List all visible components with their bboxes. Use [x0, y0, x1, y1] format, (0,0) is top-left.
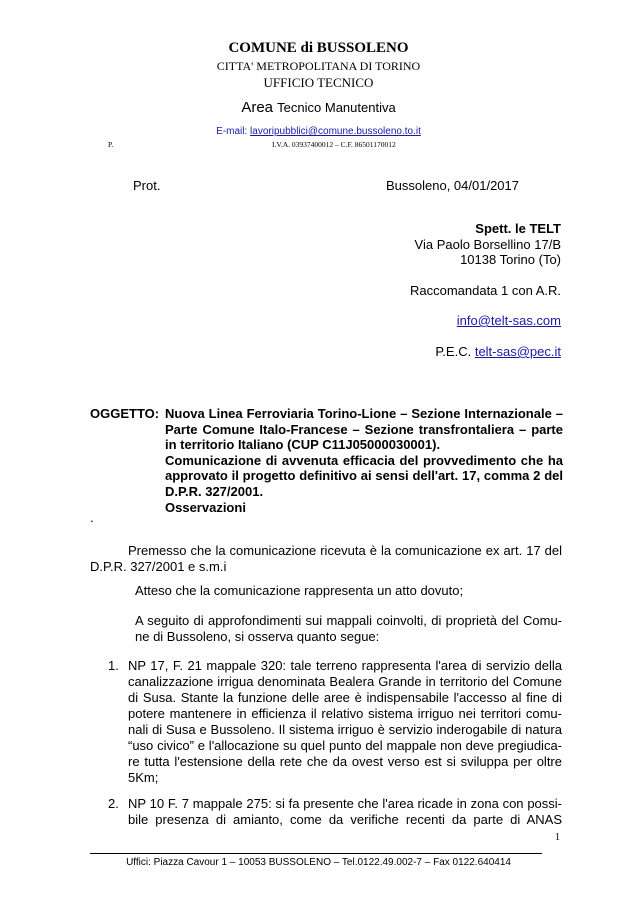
list-item-line: NP 10 F. 7 mappale 275: si fa presente che l'area ricade in zona con possi- [128, 796, 562, 811]
list-item-line: bile presenza di amianto, come da verifiche recenti da parte di ANAS [128, 812, 562, 827]
list-item-number: 2. [108, 796, 119, 811]
list-item-line: di Susa. Stante la funzione delle aree è indispensabile l'accesso al fine di [128, 690, 562, 705]
oggetto-line: D.P.R. 327/2001. [165, 483, 264, 499]
list-item [128, 658, 562, 786]
list-item-line: 5Km; [128, 770, 159, 785]
area-line [0, 99, 637, 116]
footer-address: Uffici: Piazza Cavour 1 – 10053 BUSSOLENO – Tel.0122.49.002-7 – Fax 0122.640414 [126, 857, 511, 868]
oggetto-line: Nuova Linea Ferroviaria Torino-Lione – Sezione Internazionale – [165, 406, 563, 421]
oggetto-line: Comunicazione di avvenuta efficacia del provvedimento che ha [165, 452, 563, 468]
iva-cf: I.V.A. 03937400012 – C.F. 86501170012 [272, 140, 396, 149]
protocol-label: Prot. [133, 178, 161, 193]
seguito-line: A seguito di approfondimenti sui mappali coinvolti, di proprietà del Comu- [135, 613, 562, 628]
email-label: E-mail: [216, 126, 251, 137]
list-item-line: re tutta l'estensione della rete che da ovest verso est si sviluppa per oltre [128, 754, 562, 769]
stray-dot: . [90, 510, 94, 525]
oggetto-line: in territorio Italiano (CUP C11J05000030001). [165, 437, 441, 453]
premesso-line: D.P.R. 327/2001 e s.m.i [90, 559, 227, 574]
atteso-paragraph: Atteso che la comunicazione rappresenta un atto dovuto; [135, 583, 464, 598]
list-item-line: NP 17, F. 21 mappale 320: tale terreno rappresenta l'area di servizio della [128, 658, 562, 673]
recipient-name: Spett. le TELT [475, 221, 561, 236]
list-item-line: potere mantenere in efficienza il relativo sistema irriguo nei territori comu- [128, 706, 562, 721]
oggetto-line: Parte Comune Italo-Francese – Sezione transfrontaliera – parte [165, 421, 563, 437]
recipient-pec-link[interactable]: telt-sas@pec.it [474, 344, 561, 359]
oggetto-text [165, 406, 563, 515]
recipient-email-link[interactable]: info@telt-sas.com [456, 313, 561, 328]
area-name: Tecnico Manutentiva [277, 100, 396, 115]
footer-divider [90, 853, 542, 854]
recipient-email [457, 313, 561, 328]
list-item-number: 1. [108, 658, 119, 673]
oggetto-line: Osservazioni [165, 499, 246, 515]
comune-title: COMUNE di BUSSOLENO [228, 40, 409, 56]
letter-date: Bussoleno, 04/01/2017 [386, 178, 519, 193]
recipient-address-street: Via Paolo Borsellino 17/B [414, 237, 561, 252]
ufficio-tecnico: UFFICIO TECNICO [263, 75, 374, 90]
list-item-line: canalizzazione irrigua denominata Bealera Grande in territorio del Comune [128, 674, 562, 689]
recipient-address-city: 10138 Torino (To) [460, 252, 561, 267]
seguito-line: ne di Bussoleno, si osserva quanto segue: [135, 629, 380, 644]
oggetto-line: approvato il progetto definitivo ai sensi dell'art. 17, comma 2 del [165, 468, 563, 484]
email-line [0, 126, 637, 137]
recipient-pec [435, 344, 561, 359]
raccomandata-note: Raccomandata 1 con A.R. [409, 283, 561, 298]
pec-label: P.E.C. [435, 344, 475, 359]
premesso-line: Premesso che la comunicazione ricevuta è la comunicazione ex art. 17 del [128, 543, 562, 558]
citta-metropolitana: CITTA' METROPOLITANA DI TORINO [216, 59, 421, 73]
header-email-link[interactable]: lavoripubblici@comune.bussoleno.to.it [250, 126, 421, 137]
oggetto-label: OGGETTO: [90, 406, 160, 421]
list-item [128, 796, 562, 828]
area-label: Area [241, 99, 273, 116]
p-mark: P. [108, 140, 114, 149]
list-item-line: “uso civico” e l'allocazione su quel punto del mappale non deve pregiudica- [128, 738, 562, 753]
page-number: 1 [555, 832, 560, 843]
list-item-line: nali di Susa e Bussoleno. Il sistema irriguo è servizio inderogabile di natura [128, 722, 562, 737]
